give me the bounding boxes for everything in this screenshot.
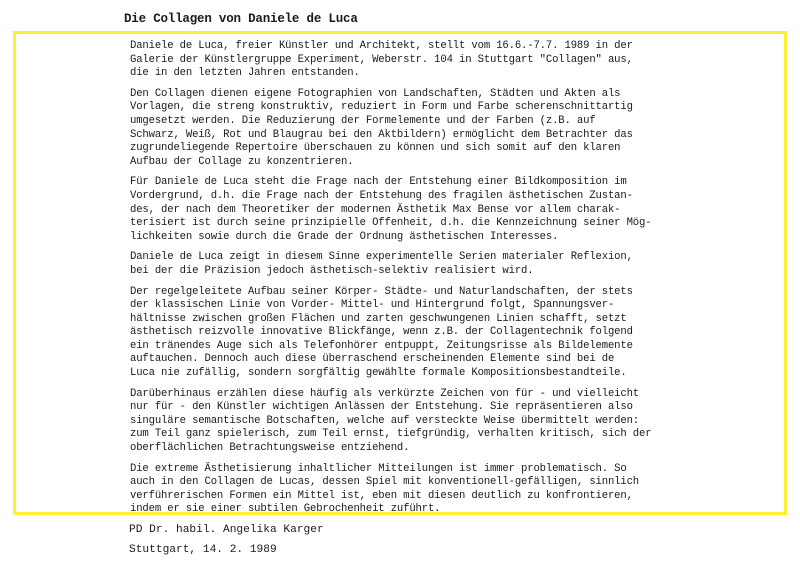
signature-block: [129, 520, 324, 560]
text-line: Vorlagen, die streng konstruktiv, reduziert in Form und Farbe scherenschnittartig: [130, 101, 633, 114]
text-line: indem er sie einer subtilen Gebrochenheit zuführt.: [130, 503, 441, 516]
text-line: bei der die Präzision jedoch ästhetisch-selektiv realisiert wird.: [130, 264, 534, 277]
text-line: Der regelgeleitete Aufbau seiner Körper- Städte- und Naturlandschaften, der stets: [130, 285, 633, 298]
paragraph-intro: [130, 40, 785, 81]
article-body: [130, 40, 785, 524]
text-line: der klassischen Linie von Vorder- Mittel- und Hintergrund folgt, Spannungsver-: [130, 299, 615, 312]
text-line: Luca nie zufällig, sondern sorgfältig gewählte formale Kompositionsbestandteile.: [130, 367, 627, 380]
text-line: die in den letzten Jahren entstanden.: [130, 67, 360, 80]
paragraph-reflexion: [130, 251, 785, 278]
text-line: nur für - den Künstler wichtigen Anlässen der Entstehung. Sie repräsentieren also: [130, 401, 633, 414]
text-line: Daniele de Luca zeigt in diesem Sinne experimentelle Serien materialer Reflexion,: [130, 251, 633, 264]
text-line: oberflächlichen Betrachtungsweise entziehend.: [130, 442, 410, 455]
author-name: PD Dr. habil. Angelika Karger: [129, 524, 324, 536]
text-line: zum Teil ganz spielerisch, zum Teil ernst, tiefgründig, verhalten kritisch, sich der: [130, 428, 652, 441]
text-line: lichkeiten sowie durch die Grade der Ordnung ästhetischen Interesses.: [130, 230, 559, 243]
paragraph-structure: [130, 286, 785, 381]
text-line: Aufbau der Collage zu konzentrieren.: [130, 155, 354, 168]
place-date: Stuttgart, 14. 2. 1989: [129, 544, 277, 556]
text-line: Den Collagen dienen eigene Fotographien von Landschaften, Städten und Akten als: [130, 87, 621, 100]
text-line: ästhetisch reizvolle innovative Blickfänge, wenn z.B. der Collagentechnik folgend: [130, 326, 633, 339]
text-line: Darüberhinaus erzählen diese häufig als verkürzte Zeichen von für - und vielleicht: [130, 387, 639, 400]
text-line: zugrundeliegende Repertoire überschauen zu können und sich somit auf den klaren: [130, 142, 621, 155]
text-line: Schwarz, Weiß, Rot und Blaugrau bei den Aktbildern) ermöglicht dem Betrachter das: [130, 128, 633, 141]
text-line: hältnisse zwischen großen Flächen und zarten geschwungenen Linien schafft, setzt: [130, 312, 627, 325]
paragraph-conclusion: [130, 463, 785, 517]
text-line: Vordergrund, d.h. die Frage nach der Entstehung des fragilen ästhetischen Zustan-: [130, 189, 633, 202]
text-line: Galerie der Künstlergruppe Experiment, Weberstr. 104 in Stuttgart "Collagen" aus,: [130, 53, 633, 66]
text-line: auftauchen. Dennoch auch diese überraschend erscheinenden Elemente sind bei de: [130, 353, 615, 366]
text-line: umgesetzt werden. Die Reduzierung der Formelemente und der Farben (z.B. auf: [130, 114, 596, 127]
text-line: Daniele de Luca, freier Künstler und Architekt, stellt vom 16.6.-7.7. 1989 in der: [130, 40, 633, 52]
text-line: Die extreme Ästhetisierung inhaltlicher Mitteilungen ist immer problematisch. So: [130, 462, 627, 475]
text-line: singuläre semantische Botschaften, welche auf versteckte Weise übermittelt werden:: [130, 414, 639, 427]
text-line: terisiert ist durch seine prinzipielle Offenheit, d.h. die Kennzeichnung seiner Mög-: [130, 217, 652, 230]
text-line: auch in den Collagen de Lucas, dessen Spiel mit konventionell-gefälligen, sinnlich: [130, 476, 639, 489]
text-line: verführerischen Formen ein Mittel ist, eben mit diesen deutlich zu konfrontieren,: [130, 489, 633, 502]
paragraph-semantics: [130, 388, 785, 456]
text-line: ein tränendes Auge sich als Telefonhörer entpuppt, Zeitungsrisse als Bildelemente: [130, 339, 633, 352]
text-line: des, der nach dem Theoretiker der modernen Ästhetik Max Bense vor allem charak-: [130, 203, 621, 216]
document-title: Die Collagen von Daniele de Luca: [124, 12, 358, 26]
paragraph-composition: [130, 176, 785, 244]
paragraph-method: [130, 88, 785, 170]
text-line: Für Daniele de Luca steht die Frage nach der Entstehung einer Bildkomposition im: [130, 176, 627, 189]
